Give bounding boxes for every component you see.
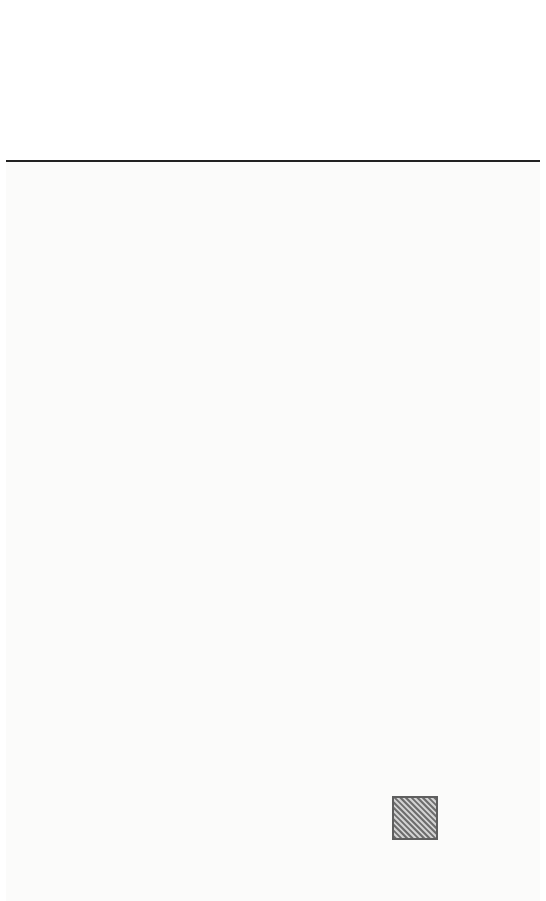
report-header [0, 54, 546, 154]
official-seal [392, 796, 438, 840]
scanned-form [6, 162, 540, 901]
